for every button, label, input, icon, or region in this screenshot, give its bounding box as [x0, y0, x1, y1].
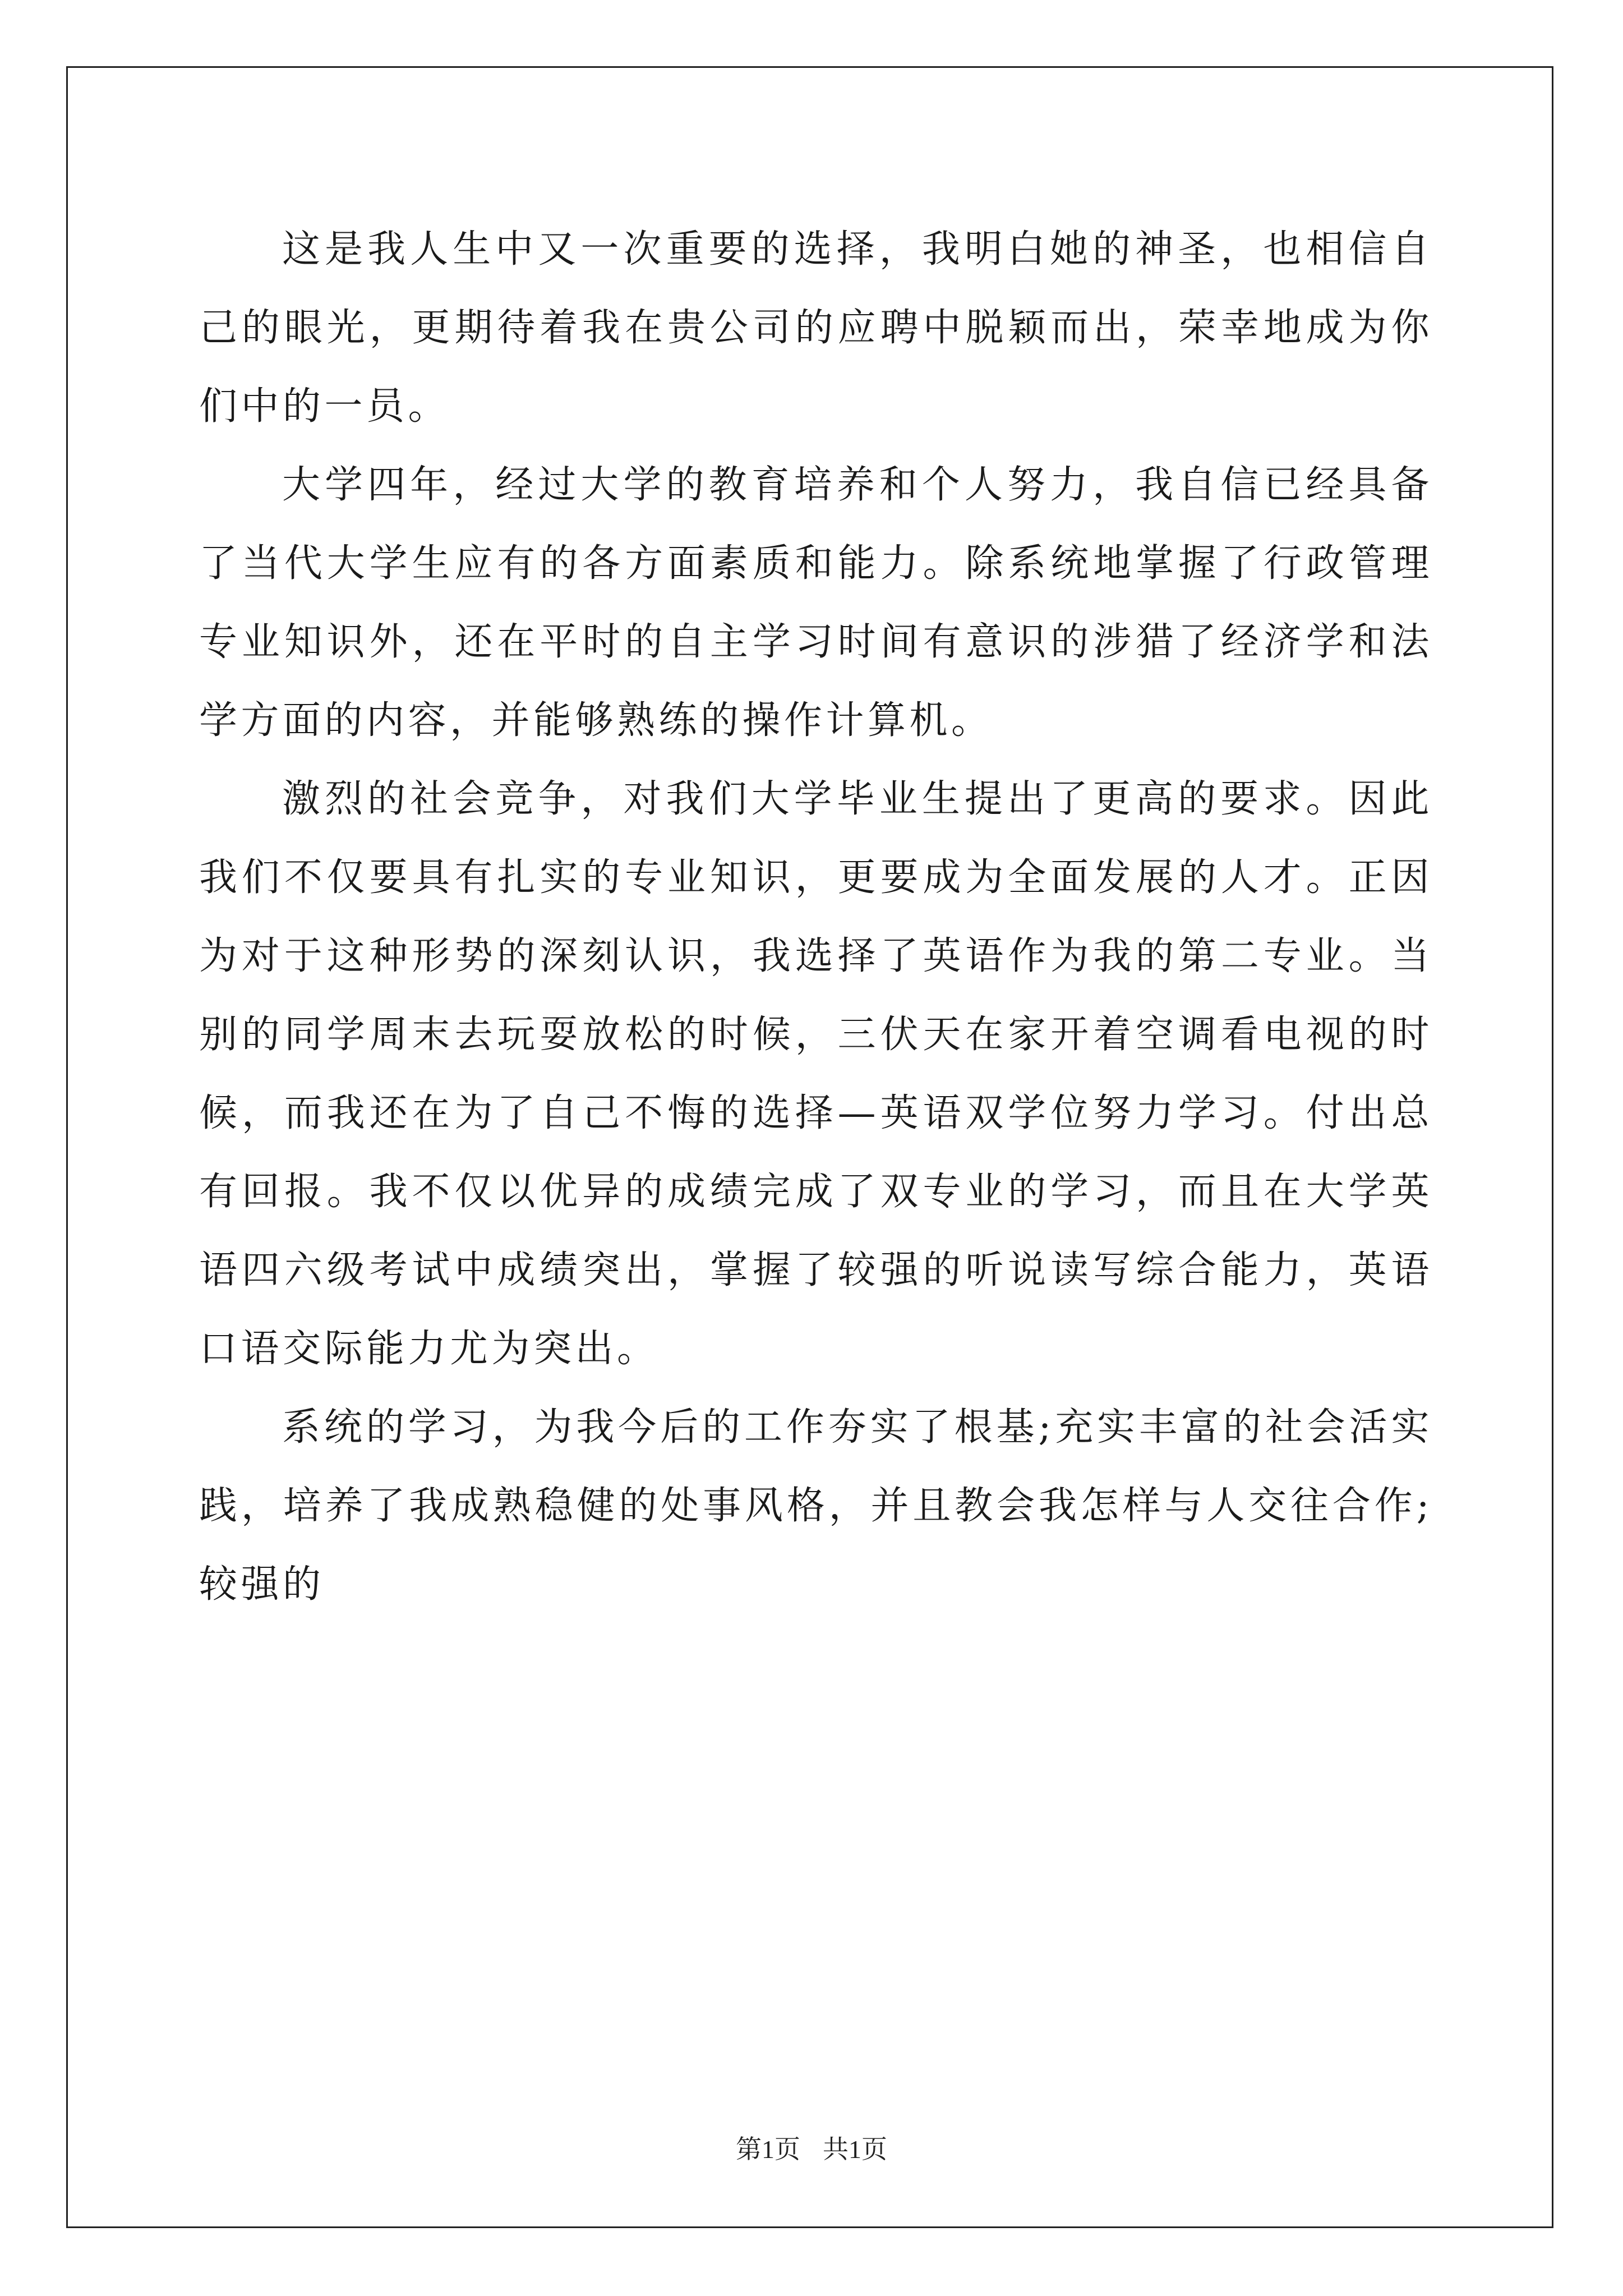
page-total: 共1页 [823, 2135, 887, 2164]
page-footer [0, 2129, 1623, 2166]
paragraph: 系统的学习，为我今后的工作夯实了根基;充实丰富的社会活实践，培养了我成熟稳健的处事风格，并且教会我怎样与人交往合作;较强的 [199, 1405, 1433, 1607]
paragraph: 这是我人生中又一次重要的选择，我明白她的神圣，也相信自己的眼光，更期待着我在贵公司的应聘中脱颖而出，荣幸地成为你们中的一员。 [199, 227, 1433, 429]
document-body [199, 210, 1433, 1624]
page-number: 第1页 [736, 2135, 800, 2164]
paragraph: 激烈的社会竞争，对我们大学毕业生提出了更高的要求。因此我们不仅要具有扎实的专业知识，更要成为全面发展的人才。正因为对于这种形势的深刻认识，我选择了英语作为我的第二专业。当别的同学周末去玩耍放松的时候，三伏天在家开着空调看电视的时候，而我还在为了自己不悔的选择—英语双学位努力学习。付出总有回报。我不仅以优异的成绩完成了双专业的学习，而且在大学英语四六级考试中成绩突出，掌握了较强的听说读写综合能力，英语口语交际能力尤为突出。 [199, 777, 1433, 1371]
paragraph: 大学四年，经过大学的教育培养和个人努力，我自信已经具备了当代大学生应有的各方面素质和能力。除系统地掌握了行政管理专业知识外，还在平时的自主学习时间有意识的涉猎了经济学和法学方面的内容，并能够熟练的操作计算机。 [199, 463, 1433, 743]
